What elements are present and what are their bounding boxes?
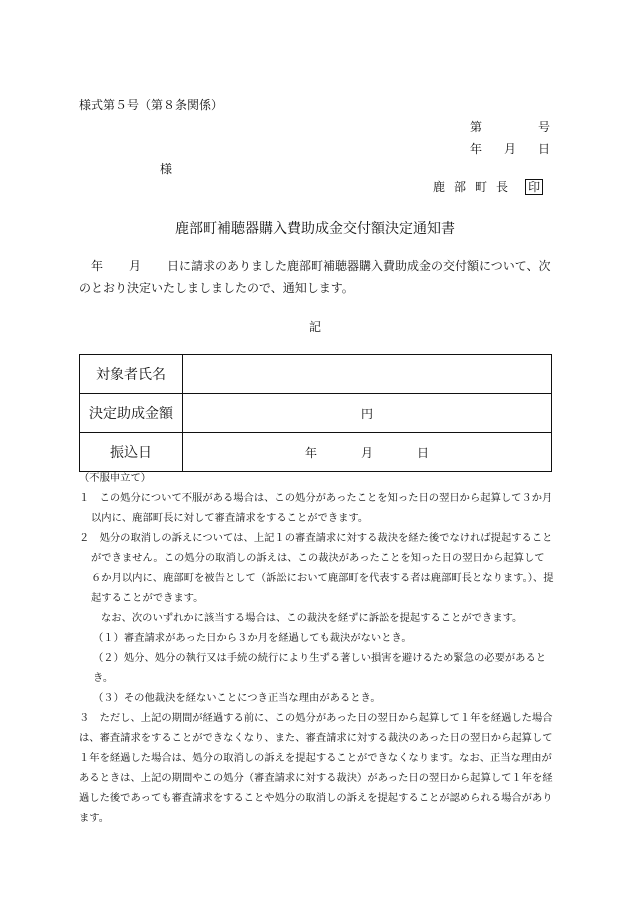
doc-date-day: 日 bbox=[537, 142, 550, 156]
doc-date-year: 年 bbox=[470, 142, 483, 156]
addressee-suffix: 様 bbox=[160, 162, 173, 176]
document-number bbox=[470, 118, 550, 135]
notes-heading: （不服申立て） bbox=[79, 472, 152, 484]
notes-sub-3: （３）その他裁決を経ないことにつき正当な理由があるとき。 bbox=[93, 692, 381, 704]
body-month: 月 bbox=[129, 259, 142, 273]
sender-char: 鹿 bbox=[433, 180, 446, 194]
doc-number-suffix: 号 bbox=[537, 120, 550, 134]
doc-date-month: 月 bbox=[503, 142, 516, 156]
table-label: 振込日 bbox=[80, 433, 183, 472]
table-value: 円 bbox=[183, 394, 552, 433]
sender-char: 部 bbox=[454, 180, 467, 194]
form-number: 様式第５号（第８条関係） bbox=[79, 98, 224, 112]
notes-item-1: １ この処分について不服がある場合は、この処分があったことを知った日の翌日から起算して３か月以内に、鹿部町長に対して審査請求をすることができます。 bbox=[79, 492, 553, 524]
table-row bbox=[80, 355, 552, 394]
notes-sub-1: （１）審査請求があった日から３か月を経過しても裁決がないとき。 bbox=[93, 632, 412, 644]
notes-item-2-note: なお、次のいずれかに該当する場合は、この裁決を経ずに訴訟を提起することができます。 bbox=[101, 612, 523, 624]
notes-sub-2: （２）処分、処分の執行又は手続の続行により生ずる著しい損害を避けるため緊急の必要があるとき。 bbox=[93, 652, 547, 684]
appeal-notes bbox=[79, 468, 554, 828]
transfer-year: 年 bbox=[304, 445, 317, 460]
table-label: 対象者氏名 bbox=[80, 355, 183, 394]
document-title: 鹿部町補聴器購入費助成金交付額決定通知書 bbox=[175, 221, 455, 237]
seal-mark: 印 bbox=[525, 179, 543, 195]
sender-char: 長 bbox=[496, 180, 509, 194]
body-paragraph bbox=[79, 255, 551, 299]
sender-char: 町 bbox=[475, 180, 488, 194]
table-label: 決定助成金額 bbox=[80, 394, 183, 433]
table-value bbox=[183, 433, 552, 472]
table-value bbox=[183, 355, 552, 394]
table-row bbox=[80, 394, 552, 433]
body-year: 年 bbox=[91, 259, 104, 273]
doc-number-prefix: 第 bbox=[470, 120, 483, 134]
notes-item-2: ２ 処分の取消しの訴えについては、上記１の審査請求に対する裁決を経た後でなければ提起することができません。この処分の取消しの訴えは、この裁決があったことを知った日の翌日から起算して６か月以内に、鹿部町を被告として（訴訟において鹿部町を代表する者は鹿部町長となります。）、提起することができます。 bbox=[79, 532, 554, 604]
body-text: 日に請求のありました鹿部町補聴器購入費助成金の交付額について、次のとおり決定いたしましましたので、通知します。 bbox=[79, 259, 551, 295]
notes-item-3: ３ ただし、上記の期間が経過する前に、この処分があった日の翌日から起算して１年を経過した場合は、審査請求をすることができなくなり、また、審査請求に対する裁決のあった日の翌日から起算して１年を経過した場合は、処分の取消しの訴えを提起することができなくなります。なお、正当な理由があるときは、上記の期間やこの処分（審査請求に対する裁決）があった日の翌日から起算して１年を経過した後であっても審査請求をすることや処分の取消しの訴えを提起することが認められる場合があります。 bbox=[79, 712, 553, 824]
document-date bbox=[470, 140, 550, 157]
transfer-day: 日 bbox=[417, 445, 430, 460]
info-table bbox=[79, 354, 552, 472]
transfer-month: 月 bbox=[360, 445, 373, 460]
ki-heading: 記 bbox=[308, 320, 321, 334]
sender bbox=[433, 178, 543, 195]
table-row bbox=[80, 433, 552, 472]
